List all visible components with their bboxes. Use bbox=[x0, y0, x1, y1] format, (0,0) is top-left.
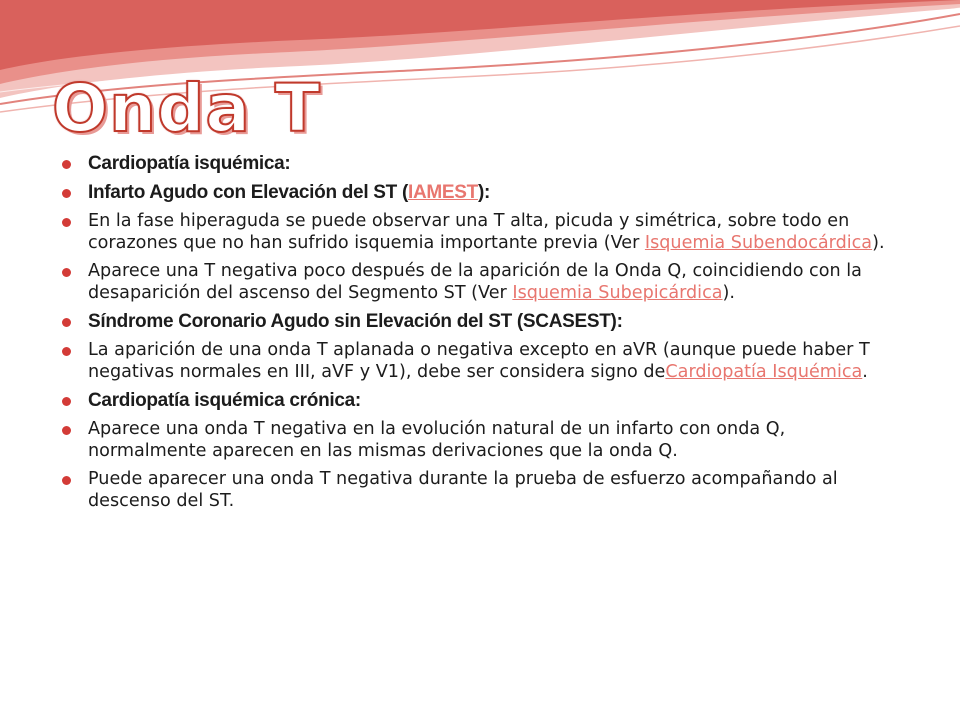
item-text: Infarto Agudo con Elevación del ST (IAMEST): bbox=[88, 182, 491, 203]
link-isquemia-subendocardica[interactable]: Isquemia Subendocárdica bbox=[644, 233, 873, 253]
item-text: Aparece una onda T negativa en la evolución natural de un infarto con onda Q, normalmente aparecen en las mismas derivaciones que la onda Q. bbox=[88, 419, 786, 461]
bullet-item-1 bbox=[60, 181, 900, 204]
bullet-list bbox=[60, 152, 900, 518]
item-text: Síndrome Coronario Agudo sin Elevación del ST (SCASEST): bbox=[88, 311, 623, 332]
bullet-icon bbox=[62, 476, 71, 485]
item-text: En la fase hiperaguda se puede observar una T alta, picuda y simétrica, sobre todo en corazones que no han sufrido isquemia importante previa (Ver Isquemia Subendocárdica). bbox=[88, 211, 885, 253]
bullet-item-6 bbox=[60, 389, 900, 412]
bullet-icon bbox=[62, 426, 71, 435]
bullet-item-2 bbox=[60, 210, 900, 254]
bullet-icon bbox=[62, 318, 71, 327]
bullet-item-7 bbox=[60, 418, 900, 462]
link-cardiopatia-isquemica[interactable]: Cardiopatía Isquémica bbox=[665, 362, 863, 382]
item-text: Cardiopatía isquémica crónica: bbox=[88, 390, 361, 411]
slide-title: Onda T bbox=[52, 70, 321, 147]
item-text: Puede aparecer una onda T negativa durante la prueba de esfuerzo acompañando al descenso del ST. bbox=[88, 469, 838, 511]
link-iamest[interactable]: IAMEST bbox=[407, 182, 478, 203]
bullet-item-4 bbox=[60, 310, 900, 333]
bullet-icon bbox=[62, 189, 71, 198]
bullet-icon bbox=[62, 397, 71, 406]
item-text: Cardiopatía isquémica: bbox=[88, 153, 291, 174]
bullet-item-3 bbox=[60, 260, 900, 304]
bullet-icon bbox=[62, 347, 71, 356]
bullet-icon bbox=[62, 268, 71, 277]
bullet-item-8 bbox=[60, 468, 900, 512]
bullet-icon bbox=[62, 160, 71, 169]
bullet-icon bbox=[62, 218, 71, 227]
bullet-item-0 bbox=[60, 152, 900, 175]
item-text: La aparición de una onda T aplanada o negativa excepto en aVR (aunque puede haber T negativas normales en III, aVF y V1), debe ser considera signo deCardiopatía Isquémica. bbox=[88, 340, 870, 382]
item-text: Aparece una T negativa poco después de la aparición de la Onda Q, coincidiendo con la desaparición del ascenso del Segmento ST (Ver Isquemia Subepicárdica). bbox=[88, 261, 862, 303]
link-isquemia-subepicardica[interactable]: Isquemia Subepicárdica bbox=[512, 283, 723, 303]
bullet-item-5 bbox=[60, 339, 900, 383]
